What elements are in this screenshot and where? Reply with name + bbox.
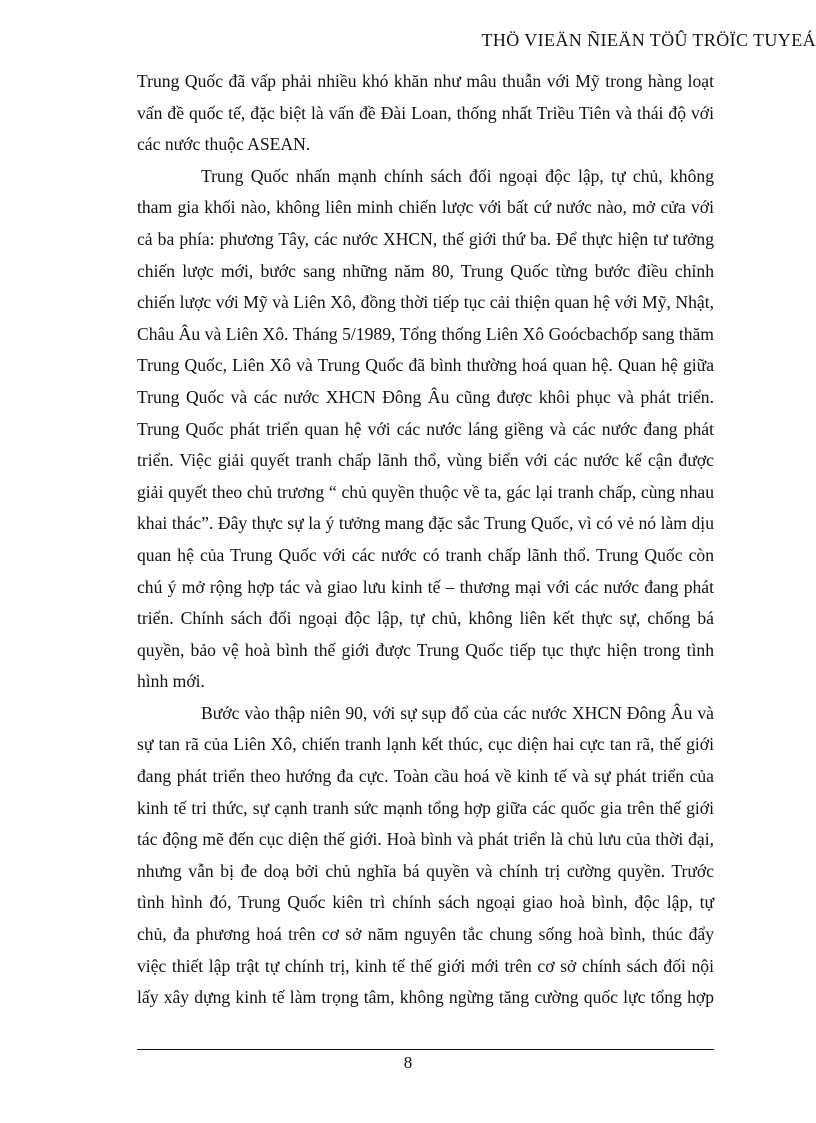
text-line: chiến lược với Mỹ và Liên Xô, đồng thời tiếp tục cải thiện quan hệ với Mỹ, Nhật, [137,292,714,313]
text-line: tham gia khối nào, không liên minh chiến lược với bất cứ nước nào, mở cửa với [137,197,714,218]
text-line: Bước vào thập niên 90, với sự sụp đổ của các nước XHCN Đông Âu và [201,702,714,723]
text-line: việc thiết lập trật tự chính trị, kinh tế thế giới mới trên cơ sở chính sách đối nội [137,955,714,976]
text-line: khai thác”. Đây thực sự la ý tưởng mang đặc sắc Trung Quốc, vì có vẻ nó làm dịu [137,513,714,534]
text-line: quyền, bảo vệ hoà bình thế giới được Trung Quốc tiếp tục thực hiện trong tình [137,639,714,660]
body-text [137,66,714,1014]
text-line: đang phát triển theo hướng đa cực. Toàn cầu hoá về kinh tế và sự phát triển của [137,766,714,787]
text-line: Trung Quốc phát triển quan hệ với các nước láng giềng và các nước đang phát [137,418,714,439]
text-line: Trung Quốc đã vấp phải nhiều khó khăn như mâu thuẫn với Mỹ trong hàng loạt [137,71,714,91]
page-number: 8 [403,1053,413,1072]
text-line: vấn đề quốc tế, đặc biệt là vấn đề Đài Loan, thống nhất Triều Tiên và thái độ với [137,102,714,123]
text-line: chiến lược mới, bước sang những năm 80, Trung Quốc từng bước điều chỉnh [137,260,714,281]
text-line: các nước thuộc ASEAN. [137,134,311,155]
text-line: tình hình đó, Trung Quốc kiên trì chính sách ngoại giao hoà bình, độc lập, tự [137,892,714,913]
text-line: cả ba phía: phương Tây, các nước XHCN, thế giới thứ ba. Để thực hiện tư tưởng [137,228,714,249]
text-line: Trung Quốc, Liên Xô và Trung Quốc đã bình thường hoá quan hệ. Quan hệ giữa [137,355,714,376]
text-line: lấy xây dựng kinh tế làm trọng tâm, không ngừng tăng cường quốc lực tổng hợp [137,987,714,1008]
text-line: kinh tế tri thức, sự cạnh tranh sức mạnh tổng hợp giữa các quốc gia trên thế giới [137,797,714,818]
text-line: sự tan rã của Liên Xô, chiến tranh lạnh kết thúc, cục diện hai cực tan rã, thế giới [137,734,714,755]
text-line: giải quyết theo chủ trương “ chủ quyền thuộc về ta, gác lại tranh chấp, cùng nhau [137,481,714,502]
text-line: nhưng vẫn bị đe doạ bởi chủ nghĩa bá quyền và chính trị cường quyền. Trước [137,860,714,881]
text-line: Châu Âu và Liên Xô. Tháng 5/1989, Tổng thống Liên Xô Goócbachốp sang thăm [137,323,714,344]
text-line: chú ý mở rộng hợp tác và giao lưu kinh tế – thương mại với các nước đang phát [137,576,714,597]
text-line: hình mới. [137,671,205,692]
text-line: Trung Quốc và các nước XHCN Đông Âu cũng được khôi phục và phát triển. [137,386,714,407]
text-line: triển. Chính sách đối ngoại độc lập, tự chủ, không liên kết thực sự, chống bá [137,608,714,629]
text-line: Trung Quốc nhấn mạnh chính sách đối ngoại độc lập, tự chủ, không [201,165,714,186]
text-line: quan hệ của Trung Quốc với các nước có tranh chấp lãnh thổ. Trung Quốc còn [137,544,714,565]
text-line: triển. Việc giải quyết tranh chấp lãnh thổ, vùng biển với các nước kế cận được [137,450,714,471]
text-line: chủ, đa phương hoá trên cơ sở năm nguyên tắc chung sống hoà bình, thúc đẩy [137,924,714,945]
footer-divider [137,1049,714,1050]
page-header-title: THÖ VIEÄN ÑIEÄN TÖÛ TRÖÏC TUYEÁ [481,30,816,50]
text-line: tác động mẽ đến cục diện thế giới. Hoà bình và phát triển là chủ lưu của thời đại, [137,829,714,850]
